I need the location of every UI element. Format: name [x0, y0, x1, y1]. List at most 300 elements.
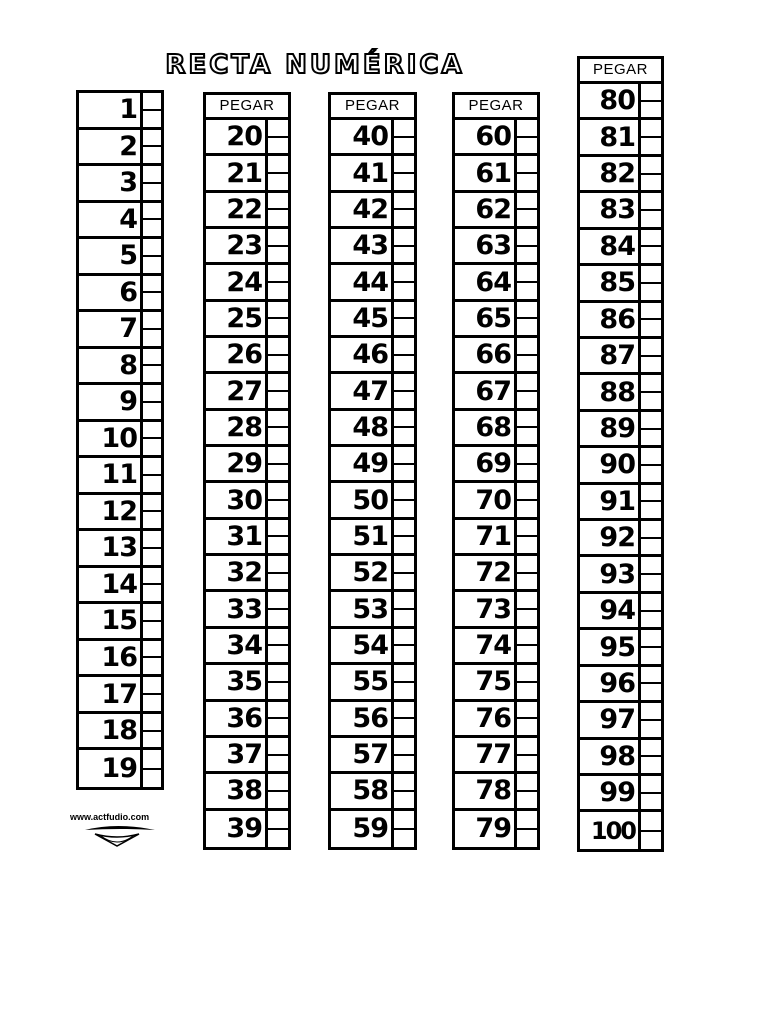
- number-cell: [79, 312, 161, 349]
- tick-mark: [641, 610, 661, 612]
- tick-tab: [638, 412, 661, 445]
- tick-tab: [391, 665, 414, 698]
- tick-mark: [517, 136, 537, 138]
- tick-tab: [265, 811, 288, 847]
- number-strip-2: [203, 92, 291, 850]
- tick-mark: [394, 317, 414, 319]
- number-label: 23: [226, 230, 262, 262]
- number-label: 56: [352, 702, 388, 734]
- tick-tab: [140, 568, 161, 602]
- tick-tab: [391, 447, 414, 480]
- number-cell: [331, 411, 414, 447]
- number-cell: [331, 265, 414, 301]
- number-cell: [79, 349, 161, 386]
- tick-tab: [140, 166, 161, 200]
- number-cell: [79, 677, 161, 714]
- tick-mark: [394, 535, 414, 537]
- tick-mark: [641, 428, 661, 430]
- tick-mark: [268, 681, 288, 683]
- tick-mark: [268, 572, 288, 574]
- number-strip-5: [577, 56, 664, 852]
- number-label: 78: [475, 775, 511, 807]
- number-label: 12: [101, 495, 137, 527]
- number-cell: [206, 774, 288, 810]
- tick-mark: [517, 245, 537, 247]
- number-cell: [455, 229, 537, 265]
- number-label: 29: [226, 448, 262, 480]
- tick-mark: [517, 172, 537, 174]
- tick-mark: [143, 182, 161, 184]
- tick-mark: [268, 754, 288, 756]
- number-cell: [580, 339, 661, 375]
- number-label: 51: [352, 520, 388, 552]
- number-cell: [580, 84, 661, 120]
- number-cell: [79, 750, 161, 787]
- tick-mark: [268, 354, 288, 356]
- number-label: 85: [599, 267, 635, 299]
- number-label: 60: [475, 121, 511, 153]
- tick-mark: [143, 401, 161, 403]
- tick-tab: [638, 303, 661, 336]
- number-label: 74: [475, 629, 511, 661]
- number-cell: [455, 556, 537, 592]
- tick-tab: [514, 374, 537, 407]
- tick-tab: [514, 120, 537, 153]
- tick-tab: [638, 594, 661, 627]
- number-cell: [580, 412, 661, 448]
- number-label: 50: [352, 484, 388, 516]
- number-label: 17: [101, 678, 137, 710]
- tick-tab: [391, 229, 414, 262]
- tick-mark: [143, 328, 161, 330]
- number-label: 42: [352, 193, 388, 225]
- number-cell: [580, 303, 661, 339]
- number-cell: [331, 156, 414, 192]
- number-cell: [206, 556, 288, 592]
- number-cell: [331, 302, 414, 338]
- number-cell: [331, 374, 414, 410]
- number-label: 55: [352, 666, 388, 698]
- tick-tab: [140, 385, 161, 419]
- tick-mark: [641, 136, 661, 138]
- tick-mark: [268, 499, 288, 501]
- tick-tab: [391, 556, 414, 589]
- number-label: 19: [101, 753, 137, 785]
- number-cell: [580, 157, 661, 193]
- tick-mark: [517, 281, 537, 283]
- number-cell: [79, 495, 161, 532]
- tick-mark: [143, 547, 161, 549]
- tick-tab: [391, 120, 414, 153]
- tick-mark: [268, 172, 288, 174]
- number-label: 93: [599, 558, 635, 590]
- tick-mark: [143, 693, 161, 695]
- tick-tab: [638, 339, 661, 372]
- number-label: 15: [101, 605, 137, 637]
- tick-mark: [394, 644, 414, 646]
- number-strip-4: [452, 92, 540, 850]
- number-label: 16: [101, 641, 137, 673]
- tick-mark: [641, 282, 661, 284]
- number-cell: [455, 374, 537, 410]
- number-cell: [79, 641, 161, 678]
- number-label: 8: [119, 349, 137, 381]
- tick-mark: [641, 391, 661, 393]
- tick-mark: [268, 245, 288, 247]
- number-label: 75: [475, 666, 511, 698]
- tick-tab: [140, 203, 161, 237]
- logo-text: www.actfudio.com: [70, 812, 150, 822]
- number-label: 68: [475, 411, 511, 443]
- number-cell: [580, 448, 661, 484]
- tick-mark: [641, 573, 661, 575]
- number-label: 63: [475, 230, 511, 262]
- number-cell: [206, 629, 288, 665]
- tick-mark: [517, 426, 537, 428]
- tick-tab: [265, 265, 288, 298]
- pegar-label: PEGAR: [580, 59, 661, 84]
- tick-tab: [638, 266, 661, 299]
- pegar-label: PEGAR: [206, 95, 288, 120]
- tick-tab: [514, 265, 537, 298]
- number-cell: [580, 667, 661, 703]
- tick-tab: [514, 193, 537, 226]
- tick-tab: [514, 520, 537, 553]
- number-label: 54: [352, 629, 388, 661]
- number-cell: [79, 531, 161, 568]
- number-label: 26: [226, 339, 262, 371]
- number-cell: [455, 447, 537, 483]
- number-cell: [580, 776, 661, 812]
- number-label: 28: [226, 411, 262, 443]
- number-cell: [580, 120, 661, 156]
- tick-mark: [517, 390, 537, 392]
- tick-tab: [638, 740, 661, 773]
- number-label: 80: [599, 85, 635, 117]
- tick-tab: [638, 630, 661, 663]
- tick-mark: [143, 583, 161, 585]
- number-label: 65: [475, 302, 511, 334]
- number-cell: [331, 120, 414, 156]
- tick-tab: [638, 521, 661, 554]
- number-label: 33: [226, 593, 262, 625]
- tick-tab: [638, 448, 661, 481]
- number-cell: [580, 193, 661, 229]
- tick-tab: [140, 239, 161, 273]
- tick-mark: [517, 754, 537, 756]
- number-label: 24: [226, 266, 262, 298]
- number-cell: [331, 811, 414, 847]
- tick-mark: [394, 790, 414, 792]
- number-cell: [79, 130, 161, 167]
- tick-mark: [394, 245, 414, 247]
- tick-tab: [140, 604, 161, 638]
- tick-mark: [641, 464, 661, 466]
- number-cell: [206, 811, 288, 847]
- tick-mark: [517, 828, 537, 830]
- number-label: 62: [475, 193, 511, 225]
- number-label: 81: [599, 121, 635, 153]
- pegar-label: PEGAR: [455, 95, 537, 120]
- tick-tab: [514, 629, 537, 662]
- number-cell: [206, 120, 288, 156]
- number-cell: [79, 239, 161, 276]
- tick-mark: [641, 318, 661, 320]
- tick-mark: [517, 608, 537, 610]
- number-label: 47: [352, 375, 388, 407]
- tick-tab: [638, 120, 661, 153]
- number-cell: [455, 193, 537, 229]
- number-label: 49: [352, 448, 388, 480]
- tick-mark: [394, 754, 414, 756]
- tick-tab: [265, 774, 288, 807]
- number-cell: [455, 483, 537, 519]
- tick-mark: [394, 499, 414, 501]
- number-cell: [331, 592, 414, 628]
- number-cell: [580, 375, 661, 411]
- number-cell: [206, 338, 288, 374]
- tick-mark: [517, 644, 537, 646]
- tick-mark: [143, 109, 161, 111]
- number-label: 59: [352, 813, 388, 845]
- tick-mark: [394, 208, 414, 210]
- tick-mark: [394, 463, 414, 465]
- tick-mark: [143, 510, 161, 512]
- number-label: 1: [119, 94, 137, 126]
- number-label: 40: [352, 121, 388, 153]
- number-cell: [206, 592, 288, 628]
- number-label: 89: [599, 413, 635, 444]
- tick-tab: [140, 677, 161, 711]
- tick-tab: [514, 447, 537, 480]
- tick-mark: [143, 730, 161, 732]
- number-cell: [331, 447, 414, 483]
- tick-tab: [265, 738, 288, 771]
- number-cell: [331, 774, 414, 810]
- number-cell: [79, 93, 161, 130]
- tick-mark: [641, 173, 661, 175]
- tick-tab: [391, 411, 414, 444]
- tick-tab: [391, 774, 414, 807]
- number-label: 22: [226, 193, 262, 225]
- tick-tab: [391, 738, 414, 771]
- number-label: 3: [119, 167, 137, 199]
- number-label: 99: [599, 777, 635, 809]
- number-cell: [79, 568, 161, 605]
- tick-mark: [394, 717, 414, 719]
- number-label: 95: [599, 631, 635, 663]
- tick-mark: [517, 354, 537, 356]
- number-label: 100: [590, 816, 635, 845]
- number-cell: [206, 193, 288, 229]
- number-label: 77: [475, 739, 511, 771]
- tick-tab: [514, 702, 537, 735]
- number-label: 38: [226, 775, 262, 807]
- tick-tab: [514, 774, 537, 807]
- tick-mark: [143, 364, 161, 366]
- number-cell: [206, 702, 288, 738]
- tick-mark: [517, 790, 537, 792]
- tick-tab: [514, 811, 537, 847]
- tick-mark: [641, 755, 661, 757]
- tick-tab: [638, 557, 661, 590]
- tick-mark: [268, 717, 288, 719]
- tick-tab: [638, 703, 661, 736]
- number-label: 57: [352, 739, 388, 771]
- number-cell: [455, 629, 537, 665]
- tick-mark: [143, 145, 161, 147]
- number-label: 31: [226, 520, 262, 552]
- tick-tab: [391, 156, 414, 189]
- tick-tab: [140, 531, 161, 565]
- number-label: 86: [599, 303, 635, 335]
- tick-tab: [514, 338, 537, 371]
- tick-mark: [517, 681, 537, 683]
- number-cell: [331, 738, 414, 774]
- number-cell: [580, 266, 661, 302]
- tick-tab: [514, 556, 537, 589]
- number-cell: [206, 411, 288, 447]
- number-cell: [206, 229, 288, 265]
- tick-tab: [391, 338, 414, 371]
- tick-mark: [143, 291, 161, 293]
- number-label: 18: [101, 715, 137, 747]
- number-label: 53: [352, 593, 388, 625]
- number-cell: [580, 230, 661, 266]
- number-cell: [580, 594, 661, 630]
- number-cell: [580, 703, 661, 739]
- number-label: 48: [352, 411, 388, 443]
- number-label: 43: [352, 230, 388, 262]
- number-label: 67: [475, 375, 511, 407]
- number-cell: [331, 629, 414, 665]
- tick-mark: [394, 136, 414, 138]
- number-label: 41: [352, 157, 388, 189]
- number-cell: [79, 422, 161, 459]
- number-label: 91: [599, 485, 635, 517]
- tick-tab: [140, 495, 161, 529]
- page-title: RECTA NUMÉRICA: [165, 50, 465, 80]
- number-label: 82: [599, 158, 635, 190]
- number-cell: [206, 665, 288, 701]
- tick-mark: [641, 245, 661, 247]
- tick-tab: [514, 592, 537, 625]
- tick-tab: [391, 520, 414, 553]
- tick-tab: [638, 84, 661, 117]
- tick-mark: [394, 426, 414, 428]
- number-label: 13: [101, 532, 137, 564]
- number-cell: [455, 665, 537, 701]
- number-label: 64: [475, 266, 511, 298]
- tick-mark: [641, 209, 661, 211]
- tick-tab: [140, 422, 161, 456]
- tick-mark: [143, 656, 161, 658]
- tick-tab: [638, 157, 661, 190]
- number-cell: [580, 521, 661, 557]
- tick-mark: [268, 208, 288, 210]
- tick-tab: [265, 411, 288, 444]
- number-cell: [455, 338, 537, 374]
- number-label: 98: [599, 740, 635, 772]
- tick-tab: [391, 629, 414, 662]
- tick-tab: [140, 349, 161, 383]
- number-cell: [580, 812, 661, 848]
- number-cell: [206, 447, 288, 483]
- tick-tab: [514, 156, 537, 189]
- tick-tab: [514, 738, 537, 771]
- number-label: 2: [119, 130, 137, 162]
- number-label: 52: [352, 557, 388, 589]
- tick-mark: [268, 390, 288, 392]
- tick-mark: [268, 644, 288, 646]
- number-label: 5: [119, 240, 137, 272]
- number-cell: [331, 556, 414, 592]
- number-cell: [580, 630, 661, 666]
- number-cell: [206, 156, 288, 192]
- number-label: 11: [101, 459, 137, 491]
- tick-mark: [143, 437, 161, 439]
- number-label: 7: [119, 313, 137, 345]
- tick-mark: [268, 317, 288, 319]
- tick-mark: [268, 790, 288, 792]
- tick-tab: [638, 776, 661, 809]
- number-label: 58: [352, 775, 388, 807]
- tick-tab: [140, 312, 161, 346]
- number-cell: [455, 265, 537, 301]
- tick-mark: [641, 830, 661, 832]
- tick-tab: [514, 411, 537, 444]
- tick-tab: [140, 750, 161, 787]
- number-cell: [331, 338, 414, 374]
- tick-mark: [268, 828, 288, 830]
- tick-tab: [140, 93, 161, 127]
- number-label: 37: [226, 739, 262, 771]
- number-label: 14: [101, 568, 137, 600]
- tick-mark: [268, 136, 288, 138]
- number-cell: [206, 483, 288, 519]
- tick-tab: [514, 665, 537, 698]
- number-label: 34: [226, 629, 262, 661]
- number-label: 90: [599, 449, 635, 481]
- tick-tab: [638, 667, 661, 700]
- number-cell: [79, 604, 161, 641]
- tick-mark: [641, 100, 661, 102]
- tick-mark: [641, 719, 661, 721]
- number-cell: [331, 229, 414, 265]
- tick-mark: [641, 646, 661, 648]
- tick-tab: [265, 229, 288, 262]
- number-label: 94: [599, 595, 635, 627]
- number-cell: [206, 265, 288, 301]
- number-label: 36: [226, 702, 262, 734]
- number-cell: [455, 156, 537, 192]
- tick-mark: [641, 537, 661, 539]
- number-cell: [455, 520, 537, 556]
- tick-mark: [394, 572, 414, 574]
- number-label: 79: [475, 813, 511, 845]
- number-cell: [79, 385, 161, 422]
- tick-tab: [140, 458, 161, 492]
- number-cell: [79, 714, 161, 751]
- tick-tab: [265, 338, 288, 371]
- number-label: 84: [599, 230, 635, 262]
- number-label: 66: [475, 339, 511, 371]
- tick-mark: [517, 208, 537, 210]
- number-cell: [331, 483, 414, 519]
- number-label: 20: [226, 121, 262, 153]
- number-cell: [79, 458, 161, 495]
- tick-mark: [641, 500, 661, 502]
